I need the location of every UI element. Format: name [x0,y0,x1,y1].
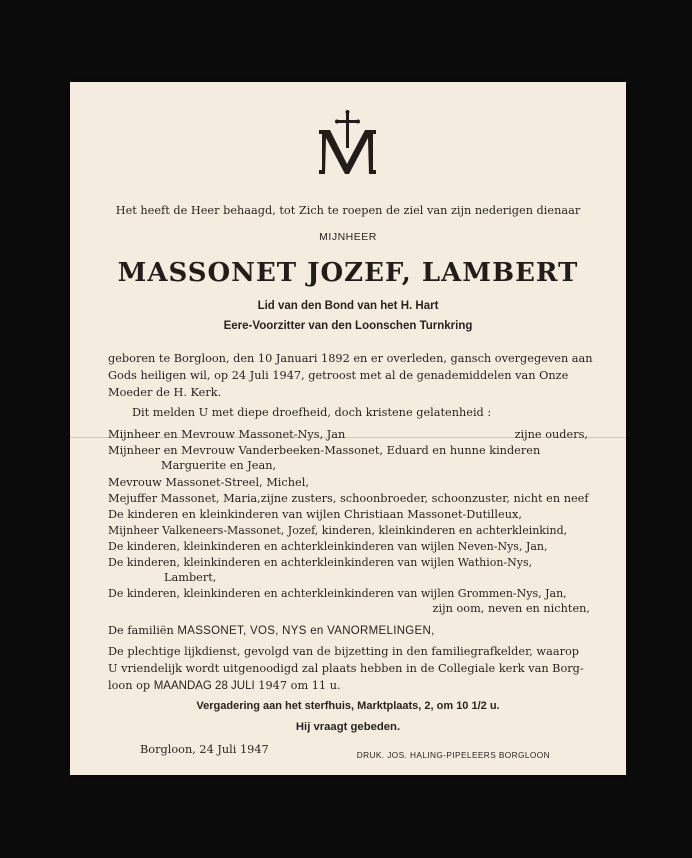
marian-monogram-cross-icon [70,110,626,182]
prayer-line: Hij vraagt gebeden. [295,721,401,733]
families-line [108,624,435,637]
relative-1-name: Mijnheer en Mevrouw Massonet-Nys, Jan [108,428,346,441]
intro-text: Het heeft de Heer behaagd, tot Zich te roepen de ziel van zijn nederigen dienaar [115,204,581,217]
death-line-3: Moeder de H. Kerk. [108,386,222,399]
relative-row-2-cont: Marguerite en Jean, [161,459,277,472]
deceased-name: MASSONET JOZEF, LAMBERT [117,258,579,288]
death-text-1: geboren te Borgloon, den 10 Januari 1892 en er overleden, gansch overgegeven aan [108,352,593,365]
death-line-1 [108,352,593,365]
relative-row-3: Mevrouw Massonet-Streel, Michel, [108,476,309,489]
death-line-2: Gods heiligen wil, op 24 Juli 1947, getroost met al de genademiddelen van Onze [108,369,569,382]
funeral-line-1: De plechtige lijkdienst, gevolgd van de bijzetting in den familiegrafkelder, waarop [108,645,579,658]
funeral-line-2: U vriendelijk wordt uitgenoodigd zal plaats hebben in de Collegiale kerk van Borg- [108,662,584,675]
funeral-last-date: MAANDAG 28 JULI [153,680,255,692]
title-line-2: Eere-Voorzitter van den Loonschen Turnkring [223,320,473,332]
relative-row-5: De kinderen en kleinkinderen van wijlen Christiaan Massonet-Dutilleux, [108,508,522,521]
funeral-last-prefix: loon op [108,679,151,692]
honorific: MIJNHEER [319,231,377,243]
families-names: MASSONET, VOS, NYS en VANORMELINGEN, [177,625,435,637]
relative-4-name: Mejuffer Massonet, Maria, [108,492,261,505]
relative-row-7: De kinderen, kleinkinderen en achterkleinkinderen van wijlen Neven-Nys, Jan, [108,540,548,553]
families-prefix: De familiën [108,624,174,637]
mourning-card [70,82,626,775]
funeral-line-3 [108,679,341,692]
relative-row-4 [108,492,588,505]
funeral-last-suffix: 1947 om 11 u. [258,679,341,692]
relative-row-8-cont: Lambert, [164,571,217,584]
title-line-1: Lid van den Bond van het H. Hart [257,300,439,312]
relative-4-relation: zijne zusters, schoonbroeder, schoonzuster, nicht en neef [260,492,589,505]
relative-row-8: De kinderen, kleinkinderen en achterkleinkinderen van wijlen Wathion-Nys, [108,556,533,569]
printer-line: DRUK. JOS. HALING-PIPELEERS BORGLOON [356,750,550,760]
relative-row-2: Mijnheer en Mevrouw Vanderbeeken-Massonet, Eduard en hunne kinderen [108,444,541,457]
gathering-line: Vergadering aan het sterfhuis, Marktplaats, 2, om 10 1/2 u. [196,700,500,712]
relative-row-6: Mijnheer Valkeneers-Massonet, Jozef, kinderen, kleinkinderen en achterkleinkind, [108,524,568,537]
relative-row-1 [108,428,588,441]
relative-row-9-relation: zijn oom, neven en nichten, [432,602,590,615]
announcement: Dit melden U met diepe droefheid, doch kristene gelatenheid : [132,406,492,419]
relative-row-9: De kinderen, kleinkinderen en achterkleinkinderen van wijlen Grommen-Nys, Jan, [108,587,567,600]
place-date: Borgloon, 24 Juli 1947 [140,743,269,756]
relative-1-relation: zijne ouders, [514,428,588,441]
